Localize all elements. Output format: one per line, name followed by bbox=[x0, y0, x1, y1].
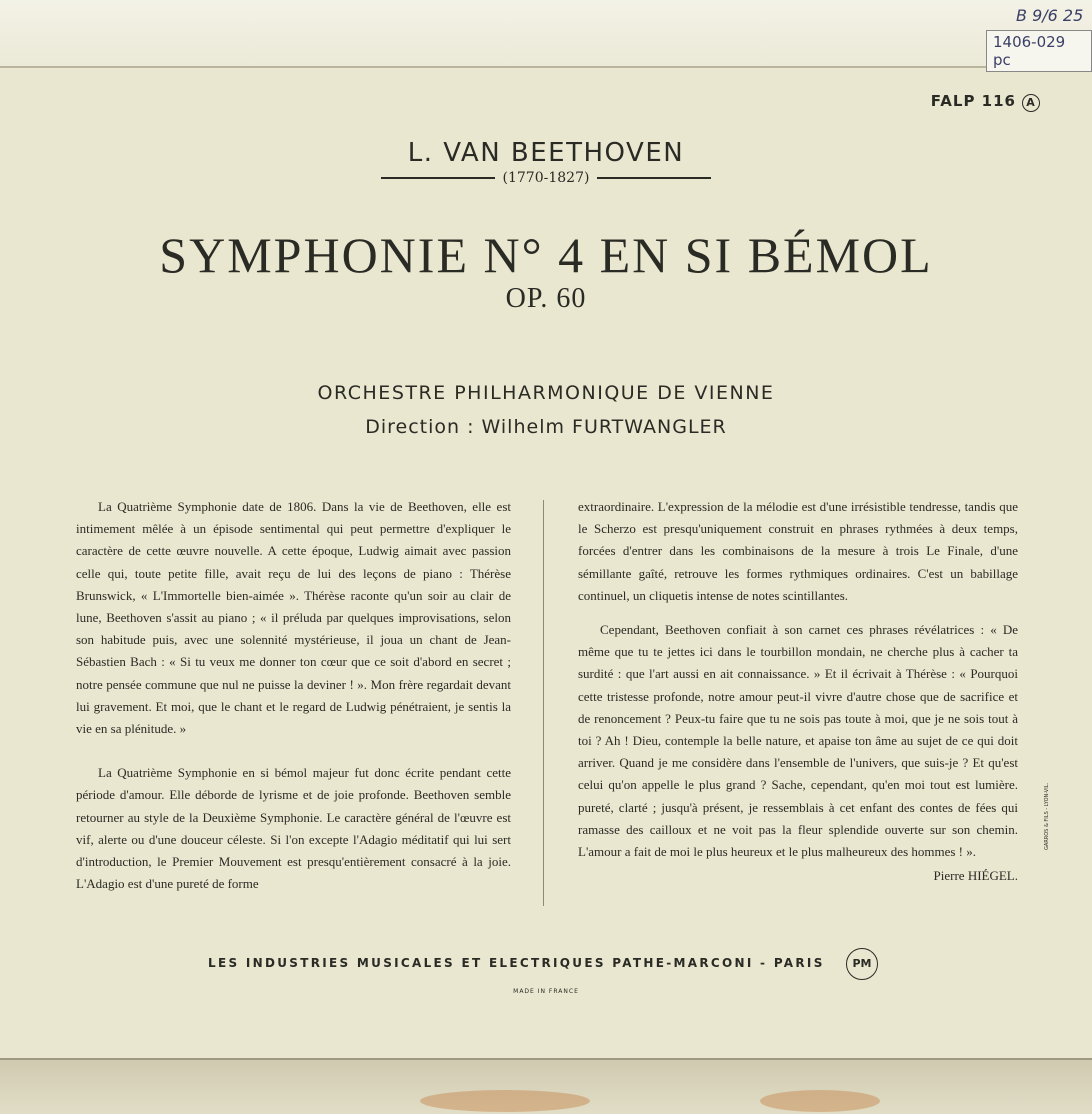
catalog-number bbox=[931, 92, 1040, 112]
work-opus: OP. 60 bbox=[505, 283, 587, 314]
top-edge-strip bbox=[0, 0, 1092, 68]
liner-paragraph: La Quatrième Symphonie en si bémol majeur fut donc écrite pendant cette période d'amour. Elle déborde de lyrisme et de joie profonde. Beethoven semble retourner au style de la Deuxième Symphonie. Le caractère général de l'œuvre est vif, alerte ou d'une douceur céleste. Si l'on excepte l'Adagio méditatif qui lui sert d'introduction, le Premier Mouvement est presqu'entièrement consacré à la joie. L'Adagio est d'une pureté de forme bbox=[76, 765, 511, 892]
work-title: SYMPHONIE N° 4 EN SI BÉMOL bbox=[159, 227, 933, 283]
liner-notes-right-column bbox=[578, 496, 1018, 887]
composer-block bbox=[0, 138, 1092, 186]
stain-mark bbox=[760, 1090, 880, 1112]
handwritten-note: B 9/6 25 bbox=[1016, 6, 1084, 25]
liner-paragraph: extraordinaire. L'expression de la mélodie est d'une irrésistible tendresse, tandis que le Scherzo est presqu'uniquement construit en phrases rythmées à deux temps, forcées d'entrer dans les combinaisons de la mesure à trois Le Finale, d'une sémillante gaîté, retrouve les formes rythmiques ordinaires. C'est un babillage continuel, un cliquetis intense de notes scintillantes. bbox=[578, 499, 1018, 603]
author-signature: Pierre HIÉGEL. bbox=[933, 868, 1018, 884]
composer-name: L. VAN BEETHOVEN bbox=[407, 138, 685, 168]
made-in-label: MADE IN FRANCE bbox=[513, 988, 579, 995]
rule-right bbox=[597, 177, 711, 179]
composer-dates-row bbox=[0, 170, 1092, 186]
liner-notes-left-column bbox=[76, 496, 511, 895]
liner-paragraph: Cependant, Beethoven confiait à son carnet ces phrases révélatrices : « De même que tu te jettes ici dans le tourbillon mondain, ne cherche plus à cacher ta surdité : que l'art aussi en ait connaissance. » Et il écrivait à Thérèse : « Pourquoi cette tristesse profonde, notre amour peut-il vivre d'autre chose que de sacrifice et de renoncement ? Peux-tu faire que tu ne sois pas toute à moi, que je ne sois tout à toi ? Ah ! Dieu, contemple la belle nature, et apaise ton âme au sujet de ce qui doit arriver. Quand je me considère dans l'ensemble de l'univers, que suis-je ? Et qu'est celui qu'on appelle le plus grand ? Sache, cependant, qu'en moi tout est lumière. pureté, clarté ; jusqu'à présent, je ressemblais à cet enfant des contes de fées qui ramasse des cailloux et ne voit pas la fleur splendide ouverte sur son chemin. L'amour a fait de moi le plus heureux et le plus malheureux des hommes ! ». bbox=[578, 622, 1018, 860]
pathe-marconi-logo-icon: PM bbox=[846, 948, 878, 980]
publisher-line: LES INDUSTRIES MUSICALES ET ELECTRIQUES PATHE-MARCONI - PARIS bbox=[208, 956, 825, 970]
column-divider bbox=[543, 500, 544, 906]
orchestra-name: ORCHESTRE PHILHARMONIQUE DE VIENNE bbox=[317, 382, 775, 404]
rule-left bbox=[381, 177, 495, 179]
stain-mark bbox=[420, 1090, 590, 1112]
liner-paragraph: La Quatrième Symphonie date de 1806. Dans la vie de Beethoven, elle est intimement mêlée à un épisode sentimental qui peut permettre d'expliquer le caractère de cette œuvre nouvelle. A cette époque, Ludwig aimait avec passion celle qui, toute petite fille, avait reçu de lui des leçons de piano : Thérèse Brunswick, « L'Immortelle bien-aimée ». Thérèse raconte qu'un soir au clair de lune, Beethoven s'assit au piano ; « il préluda par quelques improvisations, selon son habitude puis, avec une solennité mystérieuse, il joua un chant de Jean-Sébastien Bach : « Si tu veux me donner ton cœur que ce soit d'abord en secret ; notre pensée commune que nul ne puisse la deviner ! ». Mon frère regardait devant lui gravement. Et moi, que le chant et le regard de Ludwig pénétraient, je sentis la vie en sa plénitude. » bbox=[76, 499, 511, 737]
inventory-label: 1406-029 pc bbox=[986, 30, 1092, 72]
catalog-mark: A bbox=[1022, 94, 1040, 112]
composer-dates: (1770-1827) bbox=[502, 170, 590, 186]
catalog-number-text: FALP 116 bbox=[930, 92, 1016, 110]
conductor-credit: Direction : Wilhelm FURTWANGLER bbox=[365, 416, 727, 438]
printer-credit: GARROS & FILS - LYON-VIL. bbox=[1044, 782, 1050, 850]
